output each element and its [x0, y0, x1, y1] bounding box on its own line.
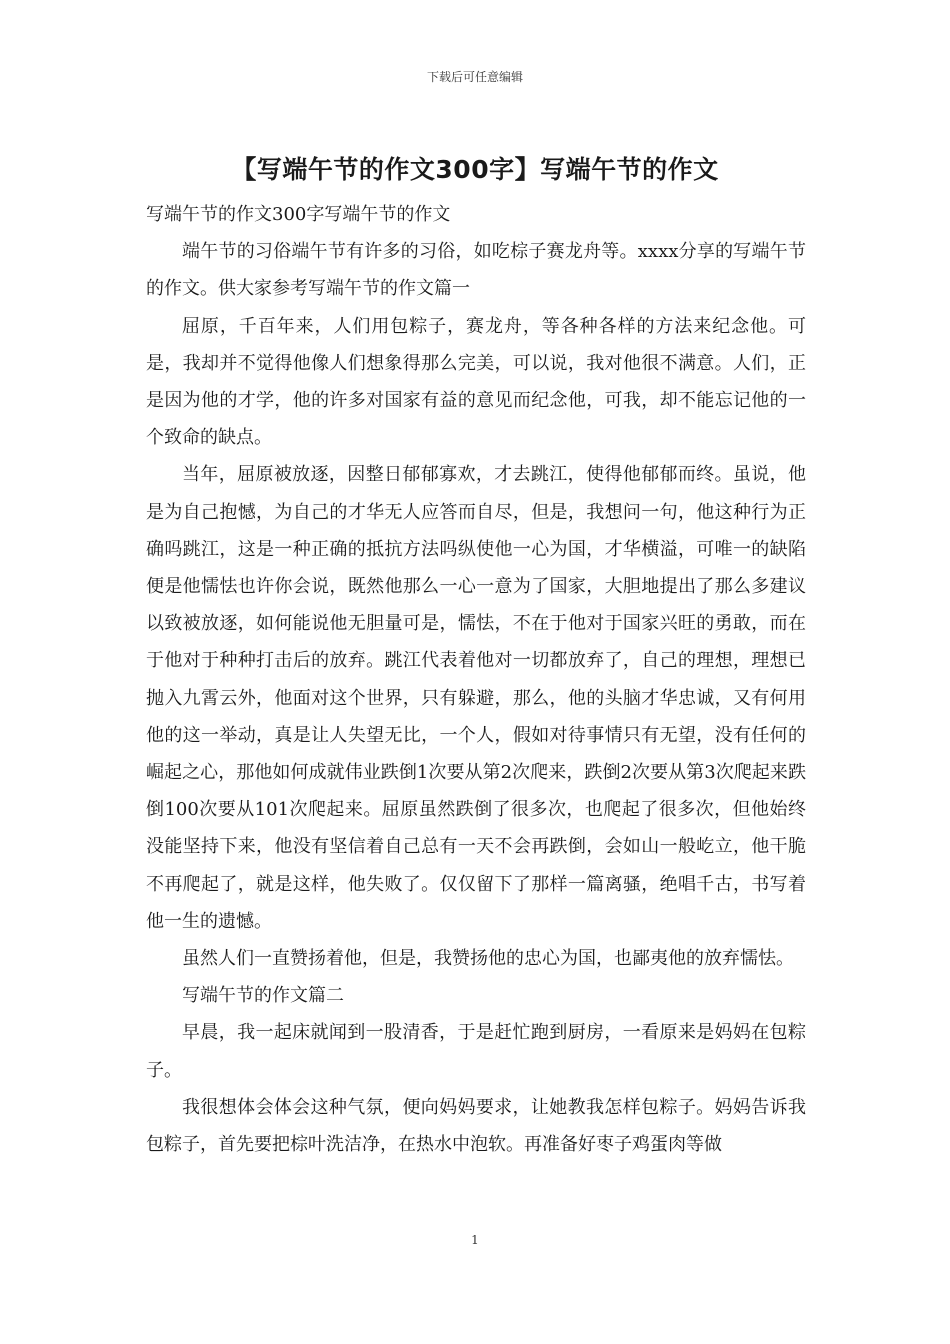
body-paragraph: 屈原，千百年来，人们用包粽子，赛龙舟，等各种各样的方法来纪念他。可是，我却并不觉得他像人们想象得那么完美，可以说，我对他很不满意。人们，正是因为他的才学，他的许多对国家有益的意见而纪念他，可我，却不能忘记他的一个致命的缺点。 [146, 315, 806, 449]
body-paragraph: 早晨，我一起床就闻到一股清香，于是赶忙跑到厨房，一看原来是妈妈在包粽子。 [146, 1022, 806, 1081]
document-title: 【写端午节的作文300字】写端午节的作文 [231, 155, 719, 184]
body-paragraph: 当年，屈原被放逐，因整日郁郁寡欢，才去跳江，使得他郁郁而终。虽说，他是为自己抱憾，为自己的才华无人应答而自尽，但是，我想问一句，他这种行为正确吗跳江，这是一种正确的抵抗方法吗纵使他一心为国，才华横溢，可唯一的缺陷便是他懦怯也许你会说，既然他那么一心一意为了国家，大胆地提出了那么多建议以致被放逐，如何能说他无胆量可是，懦怯，不在于他对于国家兴旺的勇敢，而在于他对于种种打击后的放弃。跳江代表着他对一切都放弃了，自己的理想，理想已抛入九霄云外，他面对这个世界，只有躲避，那么，他的头脑才华忠诚，又有何用他的这一举动，真是让人失望无比，一个人，假如对待事情只有无望，没有任何的崛起之心，那他如何成就伟业跌倒1次要从第2次爬来，跌倒2次要从第3次爬起来跌倒100次要从101次爬起来。屈原虽然跌倒了很多次，也爬起了很多次，但他始终没能坚持下来，他没有坚信着自己总有一天不会再跌倒，会如山一般屹立，他干脆不再爬起了，就是这样，他失败了。仅仅留下了那样一篇离骚，绝唱千古，书写着他一生的遗憾。 [146, 464, 806, 932]
section-heading: 写端午节的作文篇二 [182, 985, 344, 1007]
subtitle-paragraph: 写端午节的作文300字写端午节的作文 [146, 204, 451, 225]
page-number: 1 [471, 1233, 479, 1247]
document-body [146, 196, 806, 1163]
intro-paragraph: 端午节的习俗端午节有许多的习俗，如吃棕子赛龙舟等。xxxx分享的写端午节的作文。供大家参考写端午节的作文篇一 [146, 241, 806, 300]
body-paragraph: 我很想体会体会这种气氛，便向妈妈要求，让她教我怎样包粽子。妈妈告诉我包粽子，首先要把棕叶洗洁净，在热水中泡软。再准备好枣子鸡蛋肉等做 [146, 1096, 806, 1156]
body-paragraph: 虽然人们一直赞扬着他，但是，我赞扬他的忠心为国，也鄙夷他的放弃懦怯。 [182, 948, 794, 970]
header-note: 下载后可任意编辑 [426, 70, 523, 84]
